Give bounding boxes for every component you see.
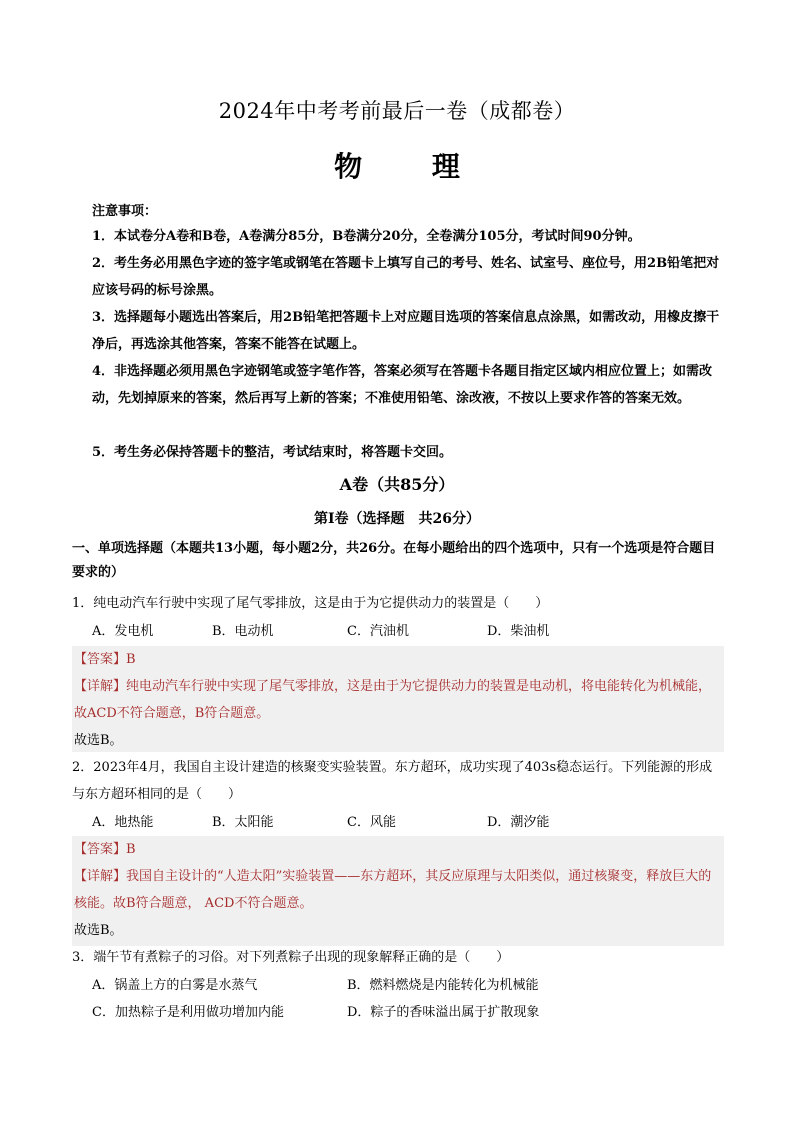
note-item-3: 3．选择题每小题选出答案后，用2B铅笔把答题卡上对应题目选项的答案信息点涂黑，如需改动，用橡皮擦干净后，再选涂其他答案，答案不能答在试题上。 <box>92 310 720 352</box>
note-item-4: 4．非选择题必须用黑色字迹钢笔或签字笔作答，答案必须写在答题卡各题目指定区域内相应位置上；如需改动，先划掉原来的答案，然后再写上新的答案；不准使用铅笔、涂改液，不按以上要求作答的答案无效。 <box>92 364 713 406</box>
question-3-option-a: A．锅盖上方的白雾是水蒸气 <box>92 978 258 993</box>
question-1-option-d: D．柴油机 <box>487 624 550 639</box>
exam-title: 2024年中考考前最后一卷（成都卷） <box>218 99 576 123</box>
question-2-conclusion: 故选B。 <box>74 923 123 938</box>
question-1-solution <box>72 646 724 752</box>
question-1-stem: 1．纯电动汽车行驶中实现了尾气零排放，这是由于为它提供动力的装置是（ ） <box>72 596 549 611</box>
question-1-conclusion: 故选B。 <box>74 733 123 748</box>
question-3-option-b: B．燃料燃烧是内能转化为机械能 <box>347 978 539 993</box>
note-item-5: 5．考生务必保持答题卡的整洁，考试结束时，将答题卡交回。 <box>92 445 453 460</box>
question-1-options <box>92 620 722 644</box>
question-1-answer: 【答案】B <box>74 652 136 667</box>
question-1-option-b: B．电动机 <box>212 624 274 639</box>
note-item-2: 2．考生务必用黑色字迹的签字笔或钢笔在答题卡上填写自己的考号、姓名、试室号、座位号，用2B铅笔把对应该号码的标号涂黑。 <box>92 256 720 298</box>
question-3-stem: 3．端午节有煮粽子的习俗。对下列煮粽子出现的现象解释正确的是（ ） <box>72 950 510 965</box>
notes-heading: 注意事项： <box>92 204 158 219</box>
question-1-option-c: C．汽油机 <box>347 624 409 639</box>
question-2-option-c: C．风能 <box>347 815 396 830</box>
subject-title: 物 理 <box>334 150 490 183</box>
question-2-option-a: A．地热能 <box>92 815 154 830</box>
note-item-1: 1．本试卷分A卷和B卷，A卷满分85分，B卷满分20分，全卷满分105分，考试时间90分钟。 <box>92 229 641 244</box>
question-3-options-row-2 <box>92 1001 722 1025</box>
question-1-detail: 【详解】纯电动汽车行驶中实现了尾气零排放，这是由于为它提供动力的装置是电动机，将电能转化为机械能，故ACD不符合题意，B符合题意。 <box>74 679 712 721</box>
question-2-option-b: B．太阳能 <box>212 815 274 830</box>
question-1-option-a: A．发电机 <box>92 624 154 639</box>
question-3-option-c: C．加热粽子是利用做功增加内能 <box>92 1005 284 1020</box>
question-2-solution <box>72 836 724 946</box>
section-a-title: A卷（共85分） <box>339 475 455 494</box>
question-2-stem: 2．2023年4月，我国自主设计建造的核聚变实验装置。东方超环，成功实现了403s稳态运行。下列能源的形成与东方超环相同的是（ ） <box>72 760 713 802</box>
question-3-option-d: D．粽子的香味溢出属于扩散现象 <box>347 1005 540 1020</box>
question-2-option-d: D．潮汐能 <box>487 815 550 830</box>
question-2-options <box>92 811 722 835</box>
question-2-answer: 【答案】B <box>74 842 136 857</box>
part-heading: 一、单项选择题（本题共13小题，每小题2分，共26分。在每小题给出的四个选项中，只有一个选项是符合题目要求的） <box>72 541 716 580</box>
question-3-options-row-1 <box>92 974 722 998</box>
section-i-title: 第I卷（选择题 共26分） <box>313 511 481 527</box>
question-2-detail: 【详解】我国自主设计的“人造太阳”实验装置——东方超环，其反应原理与太阳类似，通过核聚变，释放巨大的核能。故B符合题意， ACD不符合题意。 <box>74 869 712 911</box>
